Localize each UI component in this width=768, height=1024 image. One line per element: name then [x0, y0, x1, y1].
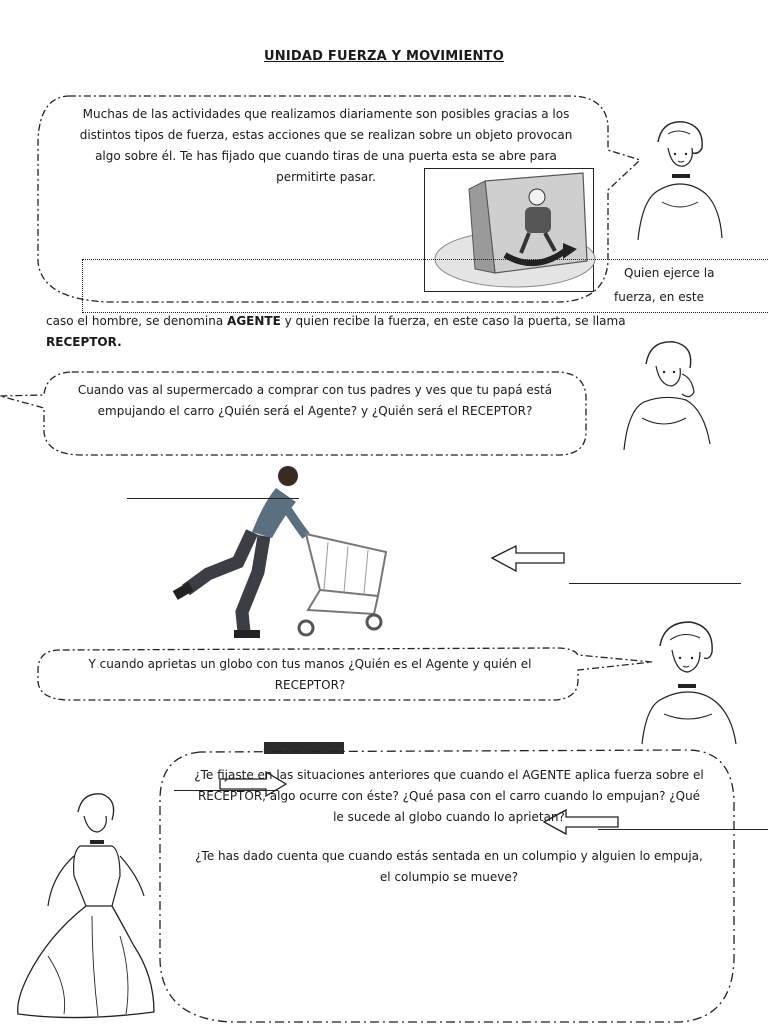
- question-supermarket: Cuando vas al supermercado a comprar con tus padres y ves que tu papá está empujando el carro ¿Quién será el Agente? y ¿Quién será el RECEPTOR?: [77, 383, 553, 418]
- text-part-2: y quien recibe la fuerza, en este caso la puerta, se llama: [280, 314, 626, 328]
- receptor-term: RECEPTOR.: [46, 335, 122, 349]
- question-observe-effects: ¿Te fijaste en las situaciones anteriores que cuando el AGENTE aplica fuerza sobre el RECEPTOR, algo ocurre con éste? ¿Qué pasa con el carro cuando lo empujan? ¿Qué le sucede al globo cuando lo aprietan?: [194, 768, 704, 824]
- answer-line-left[interactable]: [174, 790, 278, 791]
- arrow-right-icon: [218, 770, 288, 798]
- princess-illustration-4: [8, 786, 160, 1022]
- question-swing: ¿Te has dado cuenta que cuando estás sentada en un columpio y alguien lo empuja, el columpio se mueve?: [195, 849, 703, 884]
- paragraph-intro: Muchas de las actividades que realizamos diariamente son posibles gracias a los distintos tipos de fuerza, estas acciones que se realizan sobre un objeto provocan algo sobre él. Te has fijado que cuando tiras de una puerta esta se abre para permitirte pasar.: [79, 107, 573, 184]
- paragraph-right-line-2: fuerza, en este: [614, 290, 704, 304]
- agent-term: AGENTE: [227, 314, 281, 328]
- paragraph-right-line-1: Quien ejerce la: [624, 266, 715, 280]
- question-balloon: Y cuando aprietas un globo con tus manos ¿Quién es el Agente y quién el RECEPTOR?: [88, 657, 532, 692]
- arrow-left-icon-2: [542, 808, 622, 836]
- answer-line-right[interactable]: [598, 829, 768, 830]
- text-part-1: caso el hombre, se denomina: [46, 314, 228, 328]
- page-title: UNIDAD FUERZA Y MOVIMIENTO: [264, 49, 504, 64]
